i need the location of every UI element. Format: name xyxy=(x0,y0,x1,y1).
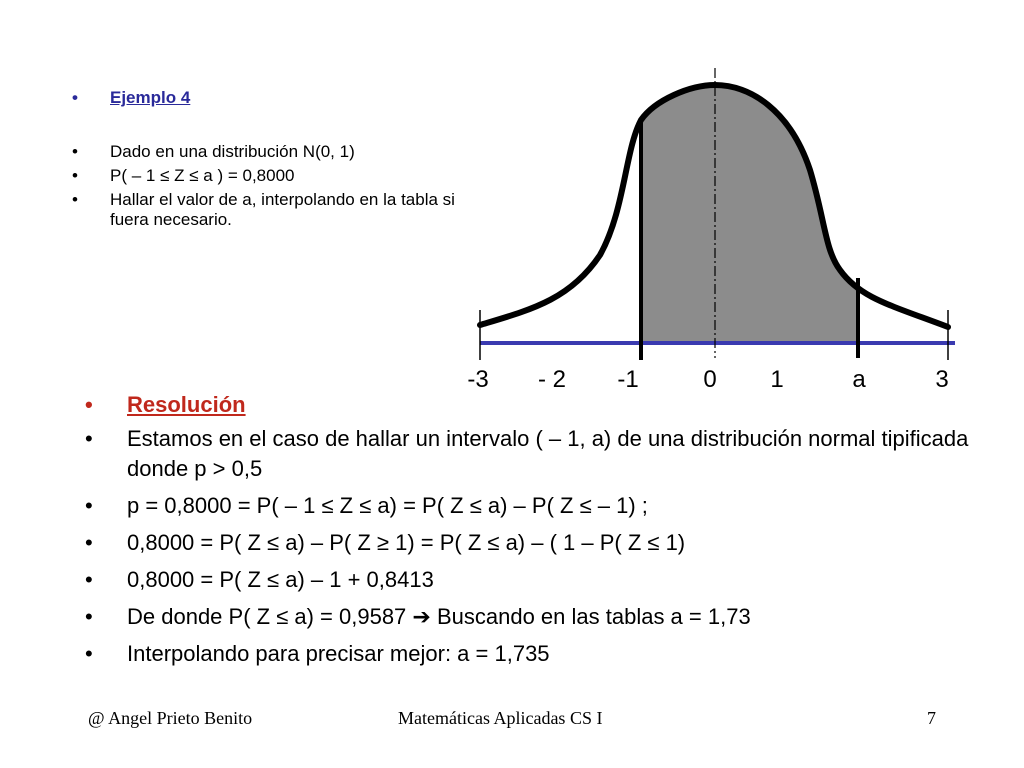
resolution-line-text: De donde P( Z ≤ a) = 0,9587 ➔ Buscando en las tablas a = 1,73 xyxy=(127,604,751,629)
resolution-title xyxy=(85,390,985,420)
bullet: • xyxy=(72,142,78,161)
bullet: • xyxy=(85,567,93,592)
bullet: • xyxy=(85,426,93,451)
resolution-line-text: 0,8000 = P( Z ≤ a) – 1 + 0,8413 xyxy=(127,567,434,592)
bullet: • xyxy=(72,166,78,185)
tick-label: -1 xyxy=(617,366,639,393)
bullet: • xyxy=(85,493,93,518)
example-title xyxy=(72,88,472,108)
resolution-line-4 xyxy=(85,565,985,595)
tick-label: -3 xyxy=(467,366,489,393)
tick-label: 1 xyxy=(770,366,784,393)
resolution-title-text: Resolución xyxy=(127,392,246,417)
slide-footer xyxy=(0,708,1024,732)
example-line-1 xyxy=(72,142,472,162)
bullet: • xyxy=(85,392,93,417)
normal-distribution-diagram xyxy=(440,60,980,400)
bullet: • xyxy=(85,530,93,555)
shaded-area xyxy=(641,85,858,342)
example-line-text: Hallar el valor de a, interpolando en la tabla si fuera necesario. xyxy=(110,190,455,229)
example-title-text: Ejemplo 4 xyxy=(110,88,191,107)
normal-curve-svg xyxy=(440,60,980,400)
tick-label: a xyxy=(852,366,866,393)
tick-label: - 2 xyxy=(537,366,567,393)
footer-author: @ Angel Prieto Benito xyxy=(88,708,253,728)
resolution-line-6 xyxy=(85,639,985,669)
example-list xyxy=(72,88,472,234)
bullet: • xyxy=(72,88,78,107)
example-line-2 xyxy=(72,166,472,186)
bullet: • xyxy=(72,190,78,209)
resolution-line-text: Interpolando para precisar mejor: a = 1,735 xyxy=(127,641,550,666)
footer-page-number: 7 xyxy=(927,708,936,728)
tick-label: 3 xyxy=(935,366,949,393)
example-line-text: P( – 1 ≤ Z ≤ a ) = 0,8000 xyxy=(110,166,295,185)
resolution-list xyxy=(85,390,985,676)
footer-course: Matemáticas Aplicadas CS I xyxy=(398,708,603,728)
resolution-line-text: Estamos en el caso de hallar un intervalo ( – 1, a) de una distribución normal tipificada donde p > 0,5 xyxy=(127,426,969,481)
resolution-line-text: 0,8000 = P( Z ≤ a) – P( Z ≥ 1) = P( Z ≤ a) – ( 1 – P( Z ≤ 1) xyxy=(127,530,686,555)
bullet: • xyxy=(85,604,93,629)
resolution-line-2 xyxy=(85,491,985,521)
resolution-line-5 xyxy=(85,602,985,632)
example-line-text: Dado en una distribución N(0, 1) xyxy=(110,142,355,161)
resolution-line-text: p = 0,8000 = P( – 1 ≤ Z ≤ a) = P( Z ≤ a) – P( Z ≤ – 1) ; xyxy=(127,493,648,518)
bullet: • xyxy=(85,641,93,666)
resolution-line-3 xyxy=(85,528,985,558)
resolution-line-1 xyxy=(85,424,985,484)
tick-label: 0 xyxy=(703,366,717,393)
example-line-3 xyxy=(72,190,472,230)
